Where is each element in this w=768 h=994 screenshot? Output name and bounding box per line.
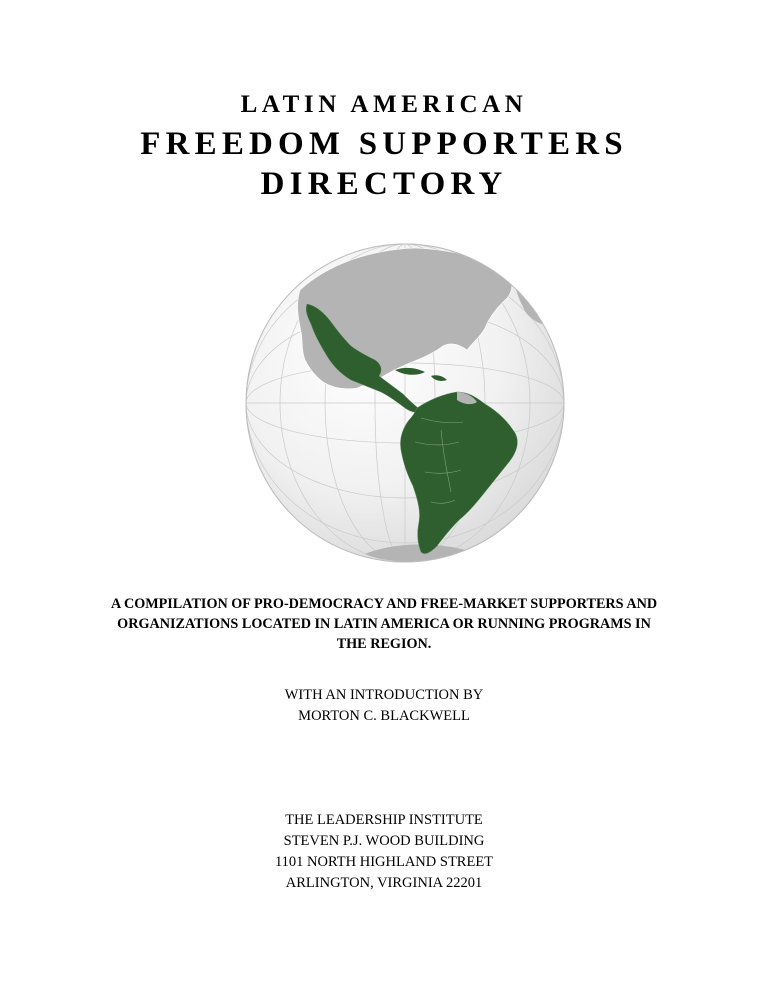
title-line-1: LATIN AMERICAN [240,91,528,118]
publisher-name: THE LEADERSHIP INSTITUTE [285,812,483,828]
street-address: 1101 NORTH HIGHLAND STREET [274,854,494,870]
subtitle-line: THE REGION. [336,636,432,652]
subtitle-line: ORGANIZATIONS LOCATED IN LATIN AMERICA OR RUNNING PROGRAMS IN [117,616,651,632]
intro-line: WITH AN INTRODUCTION BY [284,687,484,703]
globe-latin-america-icon [245,242,565,564]
title-line-3: DIRECTORY [260,166,508,202]
globe-image [245,242,565,564]
subtitle-line: A COMPILATION OF PRO-DEMOCRACY AND FREE-MARKET SUPPORTERS AND [110,596,658,612]
title-block [0,88,768,204]
title-line-2: FREEDOM SUPPORTERS [140,126,628,162]
city-state-zip: ARLINGTON, VIRGINIA 22201 [285,875,483,891]
building-name: STEVEN P.J. WOOD BUILDING [283,833,485,849]
publisher-address [0,810,768,894]
intro-author: MORTON C. BLACKWELL [298,708,470,724]
introduction-credit [0,685,768,727]
subtitle [70,594,698,654]
